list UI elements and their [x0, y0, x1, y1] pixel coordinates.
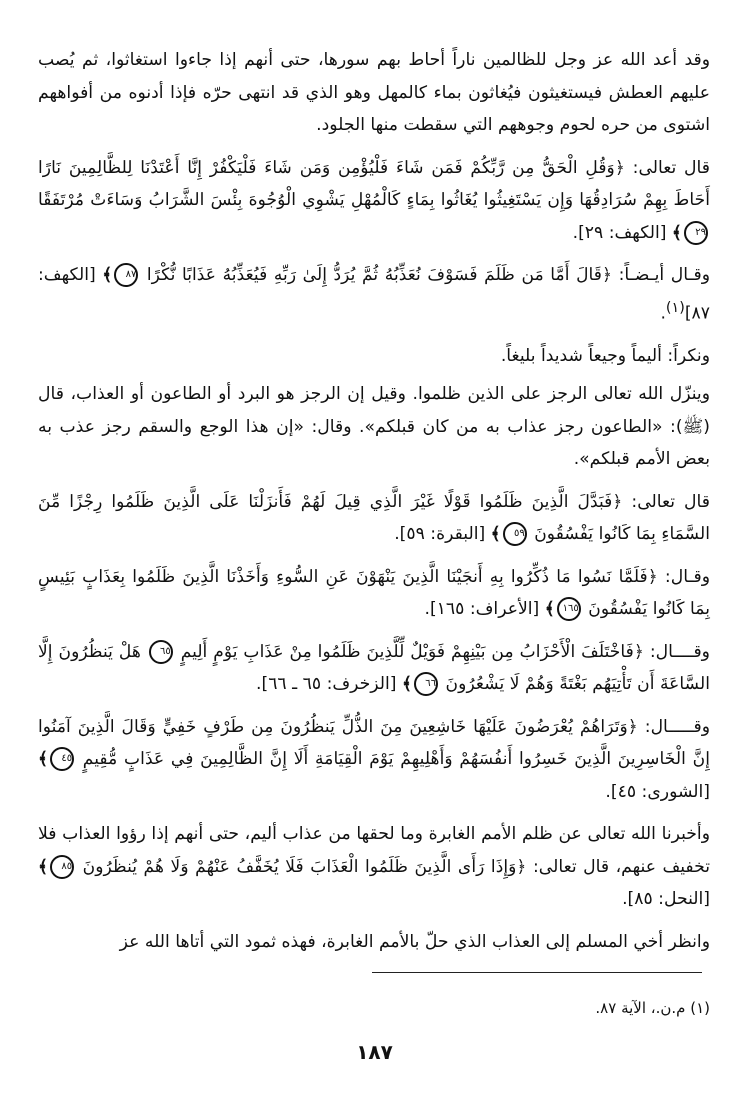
footnote-divider: [372, 972, 702, 973]
verse-paragraph-kahf-87: وقـال أيـضـاً: ﴿قَالَ أَمَّا مَن ظَلَمَ فَسَوْفَ نُعَذِّبُهُ ثُمَّ يُرَدُّ إِلَىٰ رَبِّهِ فَيُعَذِّبُهُ عَذَابًا نُّكْرًا ٨٧﴾ [الكهف: ٨٧]$^{(١)}$.: [38, 265, 710, 324]
verse-lead: وقــــال:: [649, 641, 710, 662]
verse-lead: قال تعالى:: [632, 157, 710, 178]
ayah-number-mark-second: ٦٦: [414, 672, 438, 696]
verse-reference: [الكهف: ٢٩].: [572, 222, 667, 243]
ayah-number-mark: ١٦٥: [557, 597, 581, 621]
verse-close-bracket: ﴾: [544, 599, 555, 620]
verse-reference: [البقرة: ٥٩].: [394, 524, 486, 545]
verse-reference: [الشورى: ٤٥].: [605, 781, 710, 802]
verse-close-bracket: ﴾: [401, 674, 413, 695]
paragraph-nukran: ونكراً: أليماً وجيعاً شديداً بليغاً.: [500, 345, 710, 366]
verse-text: ﴿قَالَ أَمَّا مَن ظَلَمَ فَسَوْفَ نُعَذِّبُهُ ثُمَّ يُرَدُّ إِلَىٰ رَبِّهِ فَيُعَذِّبُهُ عَذَابًا نُّكْرًا: [146, 265, 613, 285]
verse-paragraph-kahf-29: [38, 152, 710, 250]
ayah-number-mark: ٨٧: [114, 263, 138, 287]
verse-paragraph-shura-45: [38, 711, 710, 809]
verse-text: ﴿وَقُلِ الْحَقُّ مِن رَّبِّكُمْ فَمَن شَاءَ فَلْيُؤْمِن وَمَن شَاءَ فَلْيَكْفُرْ إِنَّا أَعْتَدْنَا لِلظَّالِمِينَ نَارًا أَحَاطَ بِهِمْ سُرَادِقُهَا وَإِن يَسْتَغِيثُوا يُغَاثُوا بِمَاءٍ كَالْمُهْلِ يَشْوِي الْوُجُوهَ بِئْسَ الشَّرَابُ وَسَاءَتْ مُرْتَفَقًا: [38, 157, 710, 210]
page-body: [38, 44, 710, 968]
paragraph-1: وقد أعد الله عز وجل للظالمين ناراً أحاط بهم سورها، حتى أنهم إذا جاءوا استغاثوا، ثم يُصب عليهم العطش فيستغيثون فيُغاثون بماء كالمهل وهو الذي قد انتهى حرّه فإذا أدنوه من أفواههم اشتوى من حره لحوم وجوههم التي سقطت منها الجلود.: [38, 50, 710, 135]
verse-reference: [الأعراف: ١٦٥].: [424, 599, 540, 620]
verse-paragraph-araf-165: [38, 561, 710, 626]
verse-close-bracket: ﴾: [490, 524, 501, 545]
verse-paragraph-baqara-59: [38, 486, 710, 551]
verse-close-bracket: ﴾: [102, 265, 113, 285]
verse-reference: [الكهف: ٨٧]: [38, 265, 710, 324]
footnote: (١) م.ن.، الآية ٨٧.: [595, 999, 710, 1017]
verse-close-bracket: ﴾: [671, 222, 682, 243]
verse-paragraph-nahl-85: [38, 818, 710, 916]
ayah-number-mark: ٥٩: [503, 522, 527, 546]
footnote-marker: (١): [665, 299, 685, 316]
verse-lead: قال تعالى:: [631, 491, 710, 512]
verse-reference: [الزخرف: ٦٥ ـ ٦٦].: [256, 674, 397, 695]
verse-text-second: هَلْ يَنظُرُونَ إِلَّا السَّاعَةَ أَن تَأْتِيَهُم بَغْتَةً وَهُمْ لَا يَشْعُرُونَ: [38, 641, 710, 695]
paragraph-text: وأخبرنا الله تعالى عن ظلم الأمم الغابرة وما لحقها من عذاب أليم، حتى أنهم إذا رؤوا العذاب فلا تخفيف عنهم، قال تعالى:: [38, 824, 710, 877]
verse-text: ﴿وَتَرَاهُمْ يُعْرَضُونَ عَلَيْهَا خَاشِعِينَ مِنَ الذُّلِّ يَنظُرُونَ مِن طَرْفٍ خَفِيٍّ وَقَالَ الَّذِينَ آمَنُوا إِنَّ الْخَاسِرِينَ الَّذِينَ خَسِرُوا أَنفُسَهُمْ وَأَهْلِيهِمْ يَوْمَ الْقِيَامَةِ أَلَا إِنَّ الظَّالِمِينَ فِي عَذَابٍ مُّقِيمٍ: [38, 716, 710, 770]
verse-close-bracket: ﴾: [38, 856, 49, 877]
verse-lead: وقـال أيـضـاً:: [618, 265, 710, 285]
verse-text: ﴿فَبَدَّلَ الَّذِينَ ظَلَمُوا قَوْلًا غَيْرَ الَّذِي قِيلَ لَهُمْ فَأَنزَلْنَا عَلَى الَّذِينَ ظَلَمُوا رِجْزًا مِّنَ السَّمَاءِ بِمَا كَانُوا يَفْسُقُونَ: [38, 491, 710, 545]
verse-reference: [النحل: ٨٥].: [622, 889, 710, 910]
verse-text: ﴿فَاخْتَلَفَ الْأَحْزَابُ مِن بَيْنِهِمْ فَوَيْلٌ لِّلَّذِينَ ظَلَمُوا مِنْ عَذَابِ يَوْمٍ أَلِيمٍ: [180, 641, 644, 662]
ayah-number-mark: ٤٥: [50, 747, 74, 771]
paragraph-rijz: وينزّل الله تعالى الرجز على الذين ظلموا. وقيل إن الرجز هو البرد أو الطاعون أو العذاب، قال (ﷺ): «الطاعون رجز عذاب به من كان قبلكم». وقال: «إن هذا الوجع والسقم رجز عذب به بعض الأمم قبلكم».: [38, 384, 710, 470]
page-number: ١٨٧: [356, 1040, 393, 1064]
ayah-number-mark: ٨٥: [50, 855, 74, 879]
paragraph-last: وانظر أخي المسلم إلى العذاب الذي حلّ بالأمم الغابرة، فهذه ثمود التي أتاها الله عز: [119, 931, 710, 952]
verse-text: ﴿وَإِذَا رَأَى الَّذِينَ ظَلَمُوا الْعَذَابَ فَلَا يُخَفَّفُ عَنْهُمْ وَلَا هُمْ يُنظَرُونَ: [82, 856, 527, 877]
verse-text: ﴿فَلَمَّا نَسُوا مَا ذُكِّرُوا بِهِ أَنجَيْنَا الَّذِينَ يَنْهَوْنَ عَنِ السُّوءِ وَأَخَذْنَا الَّذِينَ ظَلَمُوا بِعَذَابٍ بَئِيسٍ بِمَا كَانُوا يَفْسُقُونَ: [38, 566, 710, 620]
verse-close-bracket: ﴾: [38, 749, 49, 770]
verse-paragraph-zukhruf-65-66: [38, 636, 710, 701]
verse-lead: وقـال:: [664, 566, 710, 587]
ayah-number-mark: ٢٩: [684, 221, 708, 245]
ayah-number-mark: ٦٥: [149, 640, 173, 664]
verse-lead: وقـــــال:: [644, 716, 710, 737]
